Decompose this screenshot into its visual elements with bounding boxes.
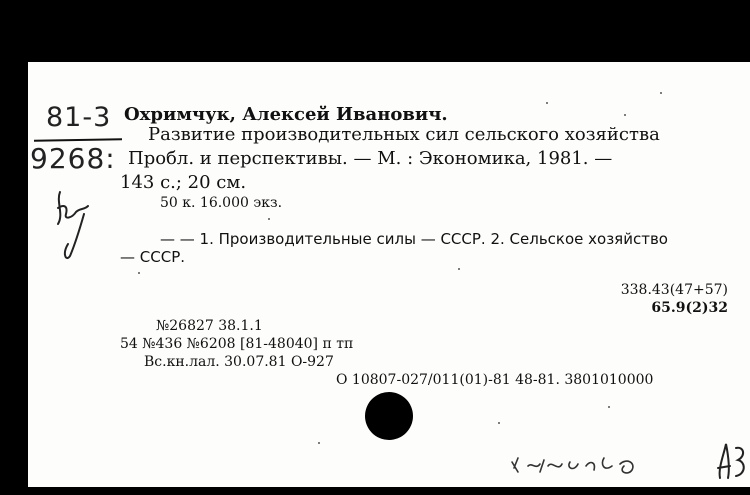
punch-hole — [365, 392, 413, 440]
title-line-2: Пробл. и перспективы. — М. : Экономика, 1981. — — [128, 148, 613, 169]
title-line-3: 143 с.; 20 см. — [120, 172, 247, 193]
dust-speck — [624, 114, 626, 116]
dust-speck — [546, 102, 548, 104]
order-line-1: №26827 38.1.1 — [156, 318, 263, 334]
shelfmark-bottom: 9268: — [30, 142, 116, 175]
order-line-4: О 10807-027/011(01)-81 48-81. 3801010000 — [336, 372, 654, 388]
handwritten-initials-scribble — [50, 184, 110, 264]
title-line-1: Развитие производительных сил сельского хозяйства — [148, 124, 660, 145]
subject-line-1: — — 1. Производительные силы — СССР. 2. Сельское хозяйство — [160, 230, 668, 248]
dust-speck — [268, 218, 270, 220]
order-line-3: Вс.кн.лал. 30.07.81 О-927 — [144, 354, 334, 370]
subject-line-2: — СССР. — [120, 248, 186, 266]
order-line-2: 54 №436 №6208 [81-48040] п тп — [120, 336, 354, 352]
shelfmark-top: 81-3 — [46, 102, 112, 133]
classification-udc: 338.43(47+57) — [620, 282, 728, 298]
dust-speck — [608, 406, 610, 408]
price-print-run: 50 к. 16.000 экз. — [160, 195, 283, 211]
dust-speck — [660, 92, 662, 94]
dust-speck — [458, 268, 460, 270]
handwritten-corner-mark — [714, 438, 750, 484]
dust-speck — [318, 442, 320, 444]
classification-bbk: 65.9(2)32 — [651, 300, 728, 316]
author-heading: Охримчук, Алексей Иванович. — [124, 104, 448, 125]
dust-speck — [138, 272, 140, 274]
dust-speck — [498, 422, 500, 424]
catalog-card — [28, 62, 750, 487]
handwritten-note-scribble — [508, 442, 688, 482]
